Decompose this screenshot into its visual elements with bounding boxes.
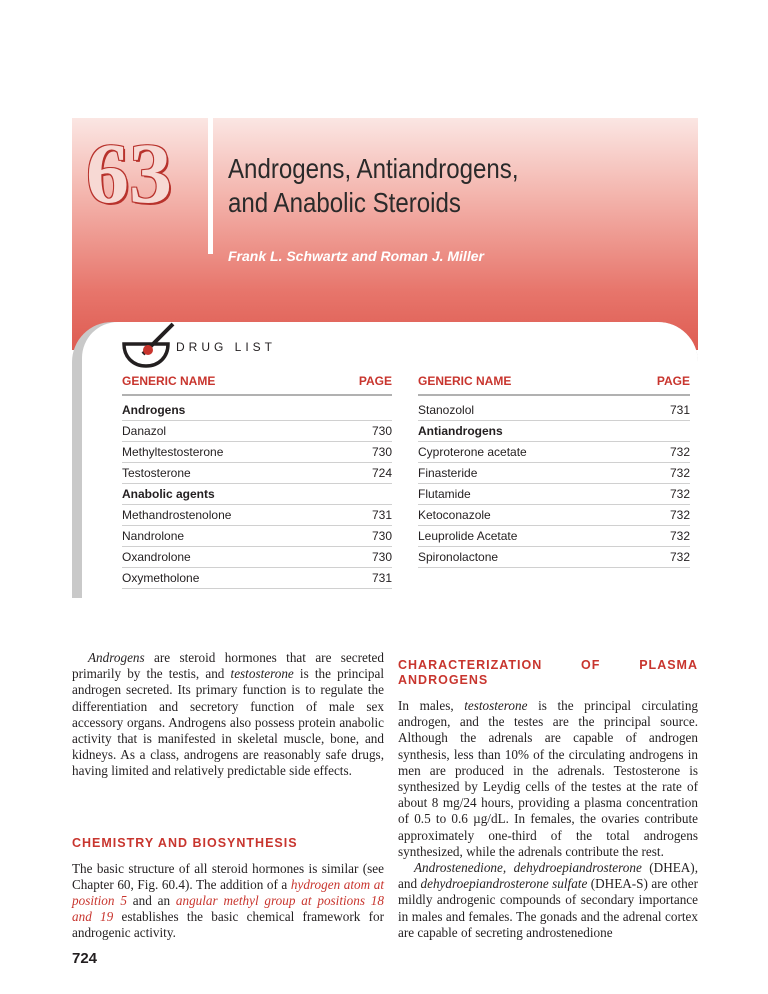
drug-page: 732 [669,466,690,480]
chemistry-text: and an [126,893,176,909]
drug-row [122,526,392,547]
plasma-text: (DHEA), and [398,860,698,892]
drug-row [418,463,690,484]
drug-row [122,505,392,526]
drug-row [418,442,690,463]
chapter-number: 63 [86,125,172,221]
plasma-term: testosterone [464,698,528,713]
drug-group-name: Androgens [122,403,186,417]
generic-name-header: GENERIC NAME [122,374,216,388]
chapter-title-line-1: Androgens, Antiandrogens, [228,153,519,184]
chemistry-emphasis: angular methyl group at positions 18 and 19 [72,893,384,925]
drug-name: Testosterone [122,466,191,480]
drug-row [122,442,392,463]
plasma-term: Androstenedione, dehydroepiandrosterone [414,860,642,876]
drug-row [418,547,690,568]
intro-text: are steroid hormones that are secreted primarily by the testis, and [72,650,384,682]
chemistry-emphasis: hydrogen atom at position 5 [72,876,384,909]
drug-row [122,463,392,484]
drug-page: 724 [371,466,392,480]
drug-list-rows-right [418,400,690,568]
left-column [72,650,384,942]
section-heading-chemistry: CHEMISTRY AND BIOSYNTHESIS [72,835,298,850]
plasma-paragraph-2 [398,860,698,941]
drug-row [418,526,690,547]
drug-name: Methyltestosterone [122,445,224,459]
chemistry-text: establishes the basic chemical framework for androgenic activity. [72,909,384,941]
right-column [398,658,698,941]
drug-page: 730 [371,424,392,438]
mortar-pestle-icon [121,320,177,372]
drug-page: 732 [669,550,690,564]
chapter-title [228,152,624,220]
drug-row [122,547,392,568]
plasma-text: is the principal circulating androgen, and the testes are the principal source. Although the adrenals are capable of androgen synthesis, less than 10% of the circulating androgens in men are produced in the adrenals. Testosterone is synthesized by Leydig cells of the testes at the rate of about 8 mg/24 hours, providing a plasma concentration of 0.5 to 0.6 µg/dL. In females, the ovaries contribute approximately one-third of the total androgens synthesized, while the adrenals contribute the rest. [398,698,699,859]
drug-name: Cyproterone acetate [418,445,527,459]
drug-group-row [122,484,392,505]
drug-name: Ketoconazole [418,508,491,522]
drug-page: 730 [371,550,392,564]
drug-name: Methandrostenolone [122,508,232,522]
page-header: PAGE [358,374,392,388]
drug-page: 730 [371,445,392,459]
title-divider [208,118,213,254]
chapter-authors: Frank L. Schwartz and Roman J. Miller [228,248,484,264]
drug-page: 732 [669,487,690,501]
plasma-paragraph-1 [398,698,698,860]
section-heading-plasma-androgens: CHARACTERIZATION OF PLASMA ANDROGENS [398,658,698,687]
intro-term-androgens: Androgens [88,650,145,665]
drug-group-name: Antiandrogens [418,424,503,438]
chemistry-paragraph [72,861,384,942]
drug-name: Leuprolide Acetate [418,529,518,543]
drug-page: 732 [669,445,690,459]
drug-row [418,400,690,421]
drug-row [418,505,690,526]
drug-list-header [418,374,690,396]
drug-list-label: DRUG LIST [176,340,277,354]
drug-name: Danazol [122,424,167,438]
drug-group-row [122,400,392,421]
drug-group-name: Anabolic agents [122,487,215,501]
drug-name: Finasteride [418,466,478,480]
plasma-text: In males, [398,698,465,713]
drug-name: Oxandrolone [122,550,191,564]
drug-row [122,568,392,589]
drug-page: 731 [371,508,392,522]
intro-paragraph [72,650,384,780]
chemistry-text: The basic structure of all steroid hormones is similar (see Chapter 60, Fig. 60.4). The addition of a [72,860,384,892]
drug-page: 730 [371,529,392,543]
drug-row [122,421,392,442]
drug-list-table-right [418,374,690,568]
page-number: 724 [72,950,98,967]
drug-list-table-left [122,374,392,589]
drug-name: Flutamide [418,487,471,501]
drug-name: Spironolactone [418,550,499,564]
drug-page: 731 [371,571,392,585]
drug-page: 732 [669,529,690,543]
intro-term-testosterone: testosterone [230,666,294,682]
drug-list-rows-left [122,400,392,589]
intro-text: is the principal androgen secreted. Its primary function is to regulate the differentiation and secretory function of male sex accessory organs. Androgens also possess protein anabolic activity that is manifested in skeletal muscle, bone, and kidneys. As a class, androgens are reasonably safe drugs, having limited and relatively predictable side effects. [72,666,384,779]
plasma-text: (DHEA-S) are other mildly androgenic compounds of secondary importance in males and females. The gonads and the adrenal cortex are capable of secreting androstenedione [398,876,698,940]
chapter-title-line-2: and Anabolic Steroids [228,187,461,218]
drug-group-row [418,421,690,442]
page-header: PAGE [656,374,690,388]
drug-name: Oxymetholone [122,571,200,585]
generic-name-header: GENERIC NAME [418,374,512,388]
drug-list-header [122,374,392,396]
plasma-term: dehydroepiandrosterone sulfate [420,876,588,892]
drug-row [418,484,690,505]
drug-page: 731 [669,403,690,417]
drug-page: 732 [669,508,690,522]
drug-name: Nandrolone [122,529,185,543]
drug-name: Stanozolol [418,403,475,417]
